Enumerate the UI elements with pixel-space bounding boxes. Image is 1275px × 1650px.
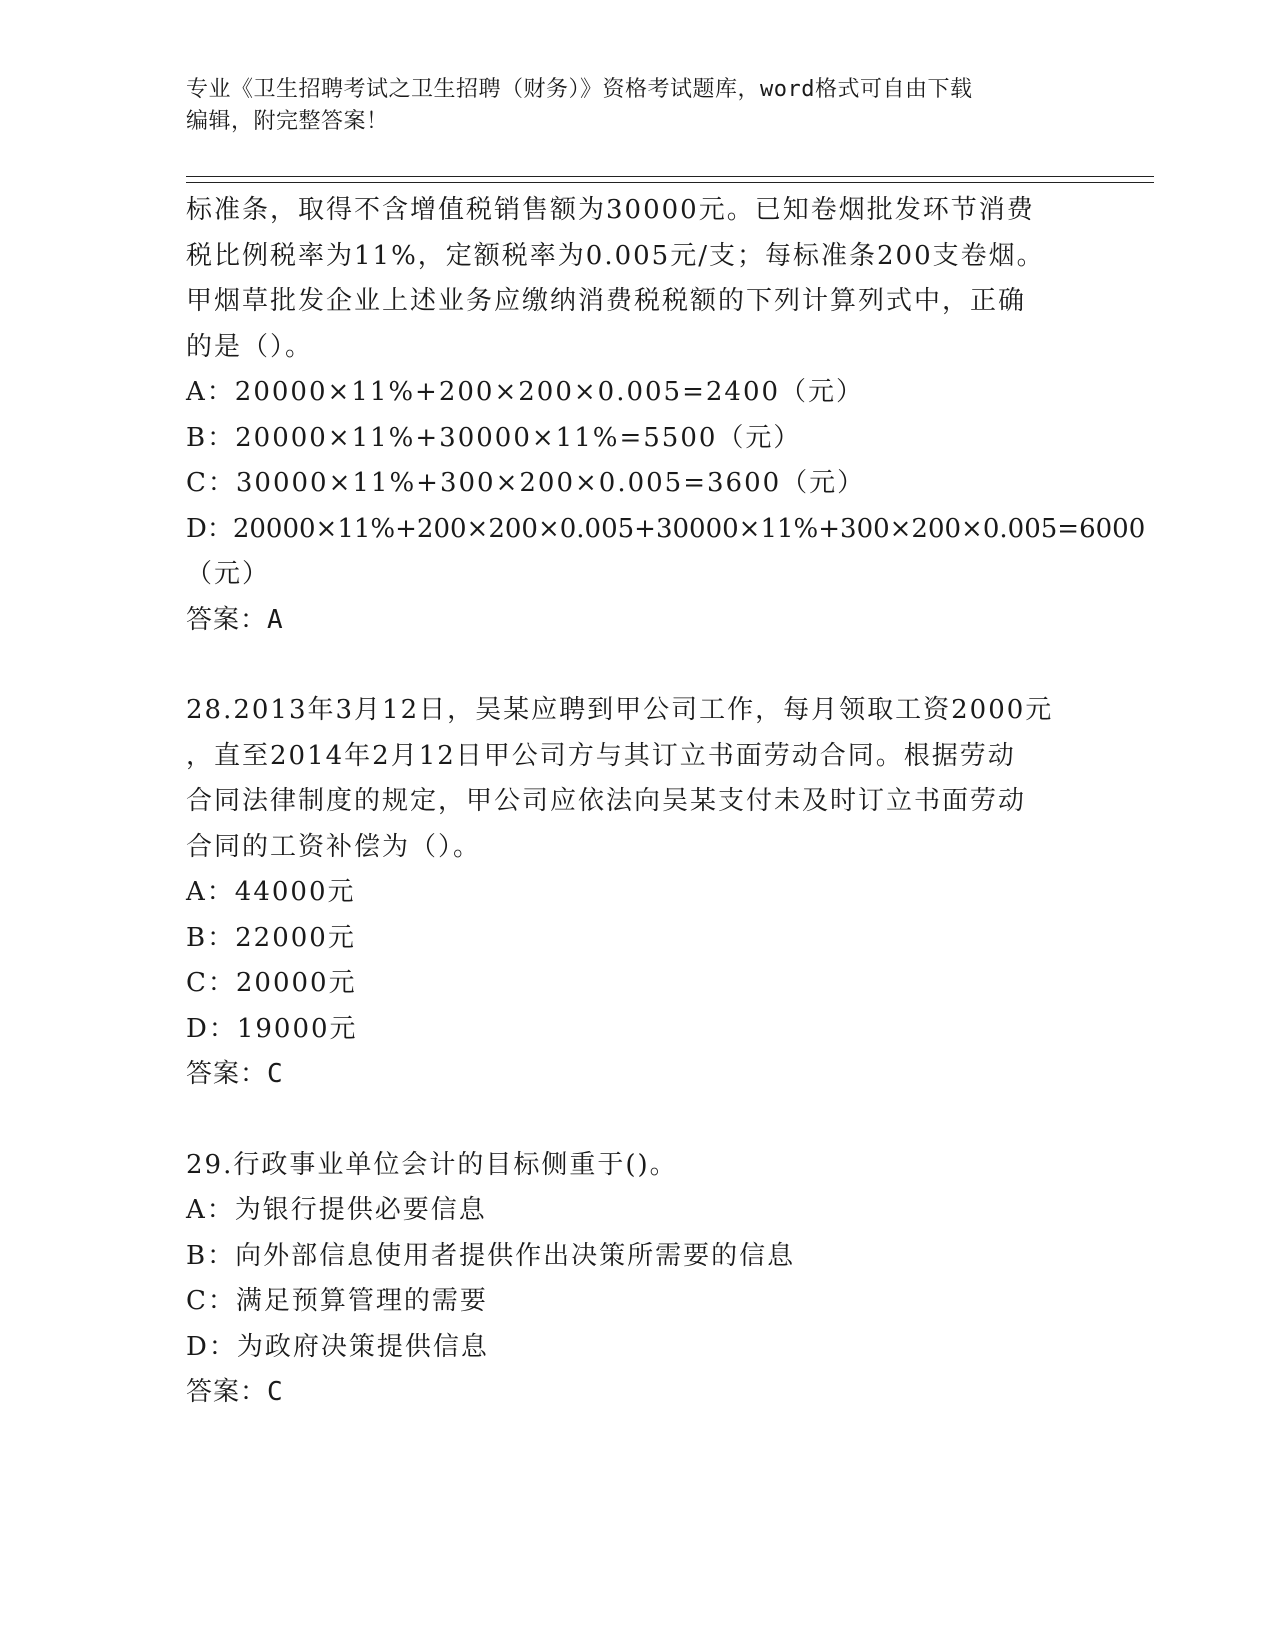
question-stem-line: 28.2013年3月12日，吴某应聘到甲公司工作，每月领取工资2000元 — [186, 695, 1054, 725]
option-c: C：满足预算管理的需要 — [186, 1286, 488, 1316]
answer-label: 答案：A — [186, 604, 284, 635]
option-d: D：20000×11%+200×200×0.005+30000×11%+300×200×0.005=6000 — [186, 513, 1146, 544]
question-29 — [186, 1143, 1086, 1416]
page-header — [186, 74, 1086, 138]
answer-label: 答案：C — [186, 1059, 284, 1089]
option-d: D：19000元 — [186, 1013, 358, 1044]
header-divider-top — [186, 176, 1154, 177]
header-line-2: 编辑，附完整答案！ — [186, 109, 389, 134]
question-stem-line: 标准条，取得不含增值税销售额为30000元。已知卷烟批发环节消费 — [186, 195, 1035, 225]
question-content — [186, 188, 1146, 1416]
header-divider-bottom — [186, 182, 1154, 183]
question-stem-line: ，直至2014年2月12日甲公司方与其订立书面劳动合同。根据劳动 — [186, 740, 1016, 771]
option-a: A：20000×11%+200×200×0.005=2400（元） — [186, 377, 865, 407]
question-27 — [186, 188, 1146, 643]
option-d: D：为政府决策提供信息 — [186, 1331, 489, 1362]
option-b: B：22000元 — [186, 922, 356, 953]
answer-label: 答案：C — [186, 1377, 284, 1407]
option-d-continuation: （元） — [186, 559, 271, 589]
option-b: B：向外部信息使用者提供作出决策所需要的信息 — [186, 1240, 796, 1271]
option-c: C：20000元 — [186, 968, 357, 998]
option-c: C：30000×11%+300×200×0.005=3600（元） — [186, 468, 866, 498]
question-stem-line: 合同法律制度的规定，甲公司应依法向吴某支付未及时订立书面劳动 — [186, 786, 1027, 816]
question-stem-line: 29.行政事业单位会计的目标侧重于()。 — [186, 1149, 678, 1180]
option-b: B：20000×11%+30000×11%=5500（元） — [186, 422, 802, 453]
header-line-1: 专业《卫生招聘考试之卫生招聘（财务）》资格考试题库，word格式可自由下载 — [186, 77, 973, 102]
question-stem-line: 甲烟草批发企业上述业务应缴纳消费税税额的下列计算列式中，正确 — [186, 286, 1027, 316]
option-a: A：44000元 — [186, 877, 356, 907]
question-stem-line: 的是（）。 — [186, 331, 314, 362]
question-stem-line: 合同的工资补偿为（）。 — [186, 831, 482, 862]
question-28 — [186, 688, 1086, 1098]
option-a: A：为银行提供必要信息 — [186, 1195, 487, 1225]
question-stem-line: 税比例税率为11%，定额税率为0.005元/支；每标准条200支卷烟。 — [186, 240, 1045, 271]
